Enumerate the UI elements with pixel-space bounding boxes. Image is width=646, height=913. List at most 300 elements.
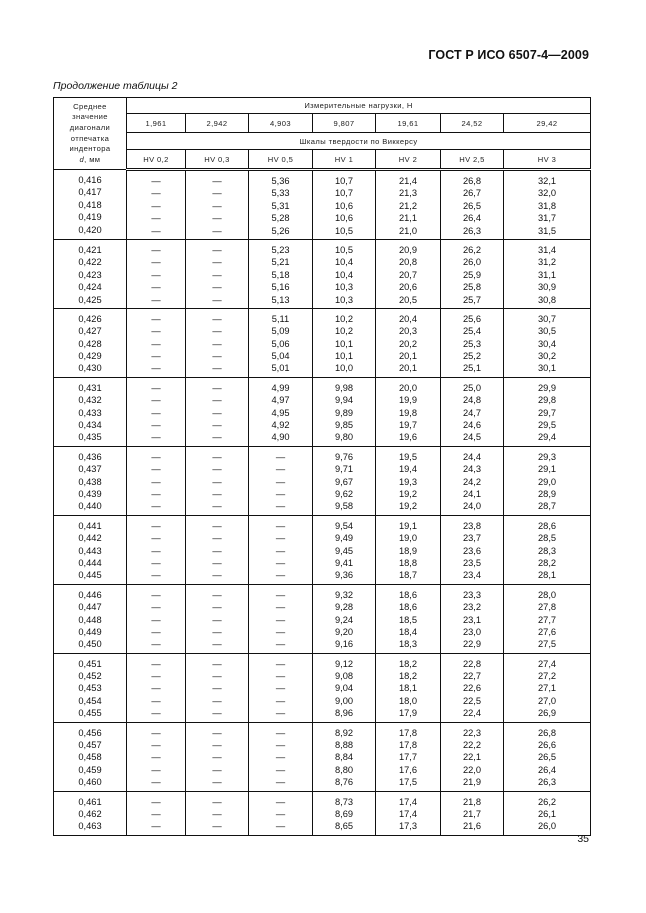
hardness-value: 20,4 <box>398 313 418 324</box>
hardness-value: — <box>151 326 161 337</box>
diagonal-value: 0,417 <box>78 187 102 198</box>
hardness-value: 27,0 <box>537 695 557 706</box>
hardness-cell <box>313 308 376 377</box>
hardness-value: 25,0 <box>462 382 482 393</box>
hardness-value: 25,7 <box>462 294 482 305</box>
hardness-value: — <box>212 351 222 362</box>
hardness-value: — <box>212 683 222 694</box>
hardness-value: 19,0 <box>398 533 418 544</box>
hardness-value: 21,3 <box>398 188 418 199</box>
table-row-group <box>54 722 591 791</box>
hardness-cell <box>313 584 376 653</box>
hardness-cell <box>313 722 376 791</box>
vickers-hardness-table <box>53 97 591 836</box>
hardness-value: 9,62 <box>334 488 354 499</box>
hardness-value: — <box>275 589 286 600</box>
header-line: индентора <box>69 144 111 154</box>
diagonal-value: 0,451 <box>78 658 102 669</box>
diagonal-value: 0,455 <box>78 708 102 719</box>
hardness-value: 22,4 <box>462 708 482 719</box>
hardness-cell <box>504 170 591 240</box>
hardness-value: 17,6 <box>398 764 418 775</box>
hardness-value: 31,1 <box>537 269 557 280</box>
hardness-cell <box>441 308 504 377</box>
diagonal-value: 0,438 <box>78 476 102 487</box>
hardness-value: 26,2 <box>537 796 557 807</box>
hardness-value: 31,8 <box>537 200 557 211</box>
hardness-value: — <box>212 727 222 738</box>
scale-header: HV 0,3 <box>186 150 249 170</box>
hardness-value: 5,18 <box>271 269 290 280</box>
header-line: отпечатка <box>70 133 110 143</box>
hardness-value: 23,7 <box>462 533 482 544</box>
hardness-value: 19,2 <box>398 501 418 512</box>
hardness-value: 27,6 <box>537 626 557 637</box>
hardness-value: — <box>212 614 222 625</box>
hardness-value: — <box>151 708 161 719</box>
diagonal-cell <box>54 170 127 240</box>
hardness-value: — <box>212 326 222 337</box>
hardness-cell <box>313 170 376 240</box>
hardness-cell <box>376 515 441 584</box>
hardness-value: — <box>275 671 286 682</box>
hardness-value: — <box>151 602 161 613</box>
hardness-value: 26,3 <box>462 225 482 236</box>
hardness-cell <box>376 170 441 240</box>
hardness-value: 31,4 <box>537 244 557 255</box>
table-row-group <box>54 791 591 835</box>
hardness-value: 24,3 <box>462 464 482 475</box>
load-header: 19,61 <box>376 114 441 133</box>
diagonal-value: 0,441 <box>78 520 102 531</box>
hardness-cell <box>504 584 591 653</box>
hardness-value: — <box>212 752 222 763</box>
hardness-value: — <box>151 533 161 544</box>
diagonal-value: 0,458 <box>78 752 102 763</box>
hardness-value: 28,7 <box>537 501 557 512</box>
hardness-cell <box>127 653 186 722</box>
hardness-value: 20,3 <box>398 326 418 337</box>
hardness-value: 31,5 <box>537 225 557 236</box>
hardness-value: — <box>151 614 161 625</box>
hardness-value: — <box>151 338 161 349</box>
document-code: ГОСТ Р ИСО 6507-4—2009 <box>428 48 589 62</box>
hardness-value: — <box>275 658 286 669</box>
hardness-value: 17,4 <box>398 808 418 819</box>
hardness-value: 9,12 <box>334 658 354 669</box>
hardness-value: 24,6 <box>462 420 482 431</box>
load-header: 9,807 <box>313 114 376 133</box>
diagonal-value: 0,436 <box>78 451 102 462</box>
hardness-value: 8,76 <box>334 777 354 788</box>
hardness-cell <box>127 377 186 446</box>
hardness-value: — <box>151 244 161 255</box>
table-row-group <box>54 239 591 308</box>
hardness-value: 10,2 <box>334 313 354 324</box>
hardness-value: 21,9 <box>462 777 482 788</box>
scale-header: HV 2,5 <box>441 150 504 170</box>
hardness-value: 20,2 <box>398 338 418 349</box>
hardness-value: — <box>151 351 161 362</box>
hardness-value: — <box>212 488 222 499</box>
hardness-cell <box>441 515 504 584</box>
hardness-cell <box>441 446 504 515</box>
hardness-value: — <box>212 533 222 544</box>
hardness-value: 17,5 <box>398 777 418 788</box>
hardness-value: — <box>151 796 161 807</box>
hardness-cell <box>504 239 591 308</box>
hardness-value: — <box>151 451 161 462</box>
hardness-value: 20,9 <box>398 244 418 255</box>
hardness-cell <box>249 377 313 446</box>
hardness-value: — <box>151 488 161 499</box>
hardness-value: — <box>275 451 286 462</box>
hardness-value: 22,3 <box>462 727 482 738</box>
hardness-value: — <box>151 200 161 211</box>
hardness-value: — <box>212 777 222 788</box>
hardness-value: 9,20 <box>334 626 354 637</box>
diagonal-value: 0,425 <box>78 294 102 305</box>
hardness-value: — <box>151 683 161 694</box>
hardness-value: 4,97 <box>271 395 290 406</box>
hardness-value: 10,4 <box>334 269 354 280</box>
hardness-value: 26,4 <box>462 213 482 224</box>
scale-header: HV 1 <box>313 150 376 170</box>
hardness-cell <box>376 308 441 377</box>
hardness-value: 4,95 <box>271 407 290 418</box>
hardness-value: 18,3 <box>398 639 418 650</box>
hardness-value: 28,9 <box>537 488 557 499</box>
hardness-value: — <box>151 407 161 418</box>
hardness-value: 24,5 <box>462 432 482 443</box>
hardness-value: — <box>275 752 286 763</box>
hardness-value: 8,92 <box>334 727 354 738</box>
hardness-value: 31,7 <box>537 213 557 224</box>
diagonal-value: 0,445 <box>78 570 102 581</box>
hardness-value: 28,2 <box>537 557 557 568</box>
hardness-value: — <box>212 796 222 807</box>
page-number: 35 <box>577 833 589 845</box>
hardness-value: — <box>151 740 161 751</box>
hardness-value: 10,0 <box>334 363 354 374</box>
hardness-value: — <box>212 451 222 462</box>
table-row-group <box>54 653 591 722</box>
hardness-value: — <box>275 708 286 719</box>
hardness-cell <box>249 653 313 722</box>
hardness-cell <box>376 584 441 653</box>
hardness-value: 28,1 <box>537 570 557 581</box>
hardness-value: 26,3 <box>537 777 557 788</box>
hardness-value: 19,6 <box>398 432 418 443</box>
hardness-cell <box>313 239 376 308</box>
hardness-value: 25,4 <box>462 326 482 337</box>
hardness-value: 26,0 <box>462 257 482 268</box>
hardness-value: — <box>212 420 222 431</box>
hardness-value: 27,2 <box>537 671 557 682</box>
diagonal-cell <box>54 239 127 308</box>
hardness-value: 8,80 <box>334 764 354 775</box>
hardness-cell <box>127 170 186 240</box>
hardness-value: 9,36 <box>334 570 354 581</box>
hardness-value: — <box>151 821 161 832</box>
hardness-cell <box>313 791 376 835</box>
hardness-cell <box>441 584 504 653</box>
hardness-value: 18,7 <box>398 570 418 581</box>
diagonal-value: 0,427 <box>78 326 102 337</box>
hardness-value: 30,9 <box>537 282 557 293</box>
hardness-value: — <box>275 808 286 819</box>
diagonal-value: 0,420 <box>78 224 102 235</box>
hardness-value: — <box>151 639 161 650</box>
hardness-cell <box>441 722 504 791</box>
hardness-value: 29,4 <box>537 432 557 443</box>
hardness-value: 10,3 <box>334 294 354 305</box>
hardness-value: — <box>275 464 286 475</box>
hardness-value: — <box>151 626 161 637</box>
hardness-value: — <box>275 570 286 581</box>
hardness-value: 24,8 <box>462 395 482 406</box>
hardness-cell <box>186 515 249 584</box>
hardness-cell <box>127 515 186 584</box>
hardness-value: 19,5 <box>398 451 418 462</box>
hardness-cell <box>127 239 186 308</box>
hardness-value: 24,4 <box>462 451 482 462</box>
hardness-value: — <box>212 821 222 832</box>
hardness-value: 28,0 <box>537 589 557 600</box>
hardness-value: 30,1 <box>537 363 557 374</box>
hardness-value: 19,7 <box>398 420 418 431</box>
hardness-value: — <box>212 671 222 682</box>
hardness-value: 18,6 <box>398 589 418 600</box>
hardness-value: — <box>275 602 286 613</box>
hardness-value: — <box>151 188 161 199</box>
hardness-cell <box>313 446 376 515</box>
hardness-value: 17,9 <box>398 708 418 719</box>
hardness-value: 26,5 <box>537 752 557 763</box>
load-header: 29,42 <box>504 114 591 133</box>
hardness-value: — <box>212 626 222 637</box>
hardness-value: 27,1 <box>537 683 557 694</box>
hardness-value: 20,8 <box>398 257 418 268</box>
hardness-value: 20,1 <box>398 351 418 362</box>
header-line: диагонали <box>69 122 111 132</box>
hardness-value: — <box>212 176 222 186</box>
hardness-value: 26,8 <box>537 727 557 738</box>
hardness-cell <box>249 446 313 515</box>
diagonal-value: 0,423 <box>78 269 102 280</box>
table-row-group <box>54 377 591 446</box>
hardness-value: 25,2 <box>462 351 482 362</box>
hardness-value: — <box>275 639 286 650</box>
hardness-cell <box>249 239 313 308</box>
hardness-value: 30,2 <box>537 351 557 362</box>
hardness-value: 10,3 <box>334 282 354 293</box>
diagonal-value: 0,443 <box>78 545 102 556</box>
table-row-group <box>54 446 591 515</box>
hardness-value: 22,0 <box>462 764 482 775</box>
hardness-value: 24,0 <box>462 501 482 512</box>
hardness-cell <box>249 722 313 791</box>
hardness-cell <box>186 170 249 240</box>
hardness-value: 9,94 <box>334 395 354 406</box>
hardness-value: 26,0 <box>537 821 557 832</box>
hardness-cell <box>186 584 249 653</box>
table-row-group <box>54 584 591 653</box>
hardness-value: — <box>275 501 286 512</box>
hardness-value: 10,7 <box>334 188 354 199</box>
hardness-cell <box>127 446 186 515</box>
hardness-value: 5,09 <box>271 326 290 337</box>
table-caption: Продолжение таблицы 2 <box>53 80 178 92</box>
hardness-value: — <box>151 176 161 186</box>
hardness-value: 10,5 <box>334 244 354 255</box>
hardness-cell <box>504 722 591 791</box>
hardness-value: 32,0 <box>537 188 557 199</box>
hardness-value: 26,1 <box>537 808 557 819</box>
hardness-value: 20,7 <box>398 269 418 280</box>
hardness-value: 21,4 <box>398 176 418 186</box>
hardness-value: — <box>275 520 286 531</box>
hardness-value: 9,08 <box>334 671 354 682</box>
hardness-value: 20,5 <box>398 294 418 305</box>
hardness-cell <box>249 791 313 835</box>
hardness-value: 10,1 <box>334 338 354 349</box>
hardness-value: 26,2 <box>462 244 482 255</box>
diagonal-value: 0,457 <box>78 740 102 751</box>
hardness-value: 5,31 <box>271 200 290 211</box>
hardness-value: — <box>212 257 222 268</box>
hardness-value: 26,4 <box>537 764 557 775</box>
hardness-cell <box>441 239 504 308</box>
hardness-value: 28,6 <box>537 520 557 531</box>
scale-header: HV 0,5 <box>249 150 313 170</box>
hardness-value: 4,90 <box>271 432 290 443</box>
diagonal-value: 0,449 <box>78 626 102 637</box>
hardness-value: 20,0 <box>398 382 418 393</box>
hardness-value: 10,5 <box>334 225 354 236</box>
hardness-value: — <box>275 626 286 637</box>
hardness-value: 22,2 <box>462 740 482 751</box>
hardness-value: — <box>212 200 222 211</box>
hardness-value: — <box>275 740 286 751</box>
hardness-value: 23,0 <box>462 626 482 637</box>
hardness-value: 18,8 <box>398 557 418 568</box>
hardness-value: 25,1 <box>462 363 482 374</box>
diagonal-value: 0,463 <box>78 821 102 832</box>
hardness-cell <box>441 170 504 240</box>
hardness-value: — <box>151 764 161 775</box>
diagonal-value: 0,437 <box>78 464 102 475</box>
diagonal-value: 0,456 <box>78 727 102 738</box>
hardness-value: 5,13 <box>271 294 290 305</box>
hardness-value: — <box>151 589 161 600</box>
diagonal-cell <box>54 377 127 446</box>
hardness-value: — <box>212 602 222 613</box>
diagonal-value: 0,431 <box>78 382 102 393</box>
diagonal-value: 0,444 <box>78 557 102 568</box>
hardness-value: 26,8 <box>462 176 482 186</box>
hardness-value: 5,16 <box>271 282 290 293</box>
hardness-value: — <box>212 244 222 255</box>
hardness-value: 27,7 <box>537 614 557 625</box>
hardness-value: — <box>212 464 222 475</box>
table-row-group <box>54 170 591 240</box>
hardness-value: — <box>212 520 222 531</box>
hardness-value: — <box>151 520 161 531</box>
hardness-cell <box>186 239 249 308</box>
hardness-value: 27,8 <box>537 602 557 613</box>
hardness-value: — <box>212 363 222 374</box>
hardness-cell <box>186 446 249 515</box>
hardness-value: — <box>212 338 222 349</box>
hardness-cell <box>504 515 591 584</box>
hardness-value: — <box>151 545 161 556</box>
hardness-cell <box>186 653 249 722</box>
hardness-value: 17,8 <box>398 740 418 751</box>
hardness-cell <box>249 515 313 584</box>
hardness-value: 21,1 <box>398 213 418 224</box>
diagonal-value: 0,421 <box>78 244 102 255</box>
hardness-value: 25,8 <box>462 282 482 293</box>
hardness-value: 29,8 <box>537 395 557 406</box>
hardness-value: — <box>275 533 286 544</box>
diagonal-value: 0,434 <box>78 420 102 431</box>
hardness-value: — <box>151 501 161 512</box>
hardness-value: 21,8 <box>462 796 482 807</box>
table-row-group <box>54 308 591 377</box>
scale-header: HV 0,2 <box>127 150 186 170</box>
hardness-value: 9,76 <box>334 451 354 462</box>
diagonal-value: 0,442 <box>78 533 102 544</box>
hardness-value: 17,8 <box>398 727 418 738</box>
hardness-value: 8,84 <box>334 752 354 763</box>
hardness-value: — <box>212 695 222 706</box>
hardness-value: — <box>212 395 222 406</box>
hardness-value: — <box>275 821 286 832</box>
diagonal-value: 0,418 <box>78 199 102 210</box>
hardness-value: 28,5 <box>537 533 557 544</box>
hardness-cell <box>313 653 376 722</box>
diagonal-value: 0,433 <box>78 407 102 418</box>
hardness-value: — <box>212 213 222 224</box>
diagonal-value: 0,461 <box>78 796 102 807</box>
hardness-value: — <box>275 545 286 556</box>
hardness-value: 17,7 <box>398 752 418 763</box>
diagonal-value: 0,440 <box>78 501 102 512</box>
hardness-cell <box>504 653 591 722</box>
hardness-value: 23,5 <box>462 557 482 568</box>
hardness-value: — <box>151 727 161 738</box>
diagonal-cell <box>54 515 127 584</box>
hardness-value: 18,9 <box>398 545 418 556</box>
diagonal-value: 0,419 <box>78 212 102 223</box>
hardness-value: 18,6 <box>398 602 418 613</box>
hardness-cell <box>441 791 504 835</box>
hardness-value: 29,1 <box>537 464 557 475</box>
hardness-value: — <box>275 614 286 625</box>
hardness-value: — <box>151 225 161 236</box>
hardness-value: — <box>275 764 286 775</box>
hardness-value: — <box>151 557 161 568</box>
hardness-cell <box>504 446 591 515</box>
hardness-value: 29,3 <box>537 451 557 462</box>
hardness-value: 9,89 <box>334 407 354 418</box>
hardness-value: 5,33 <box>271 188 290 199</box>
hardness-value: 5,26 <box>271 225 290 236</box>
scale-header: HV 3 <box>504 150 591 170</box>
hardness-value: — <box>212 407 222 418</box>
hardness-value: 27,4 <box>537 658 557 669</box>
